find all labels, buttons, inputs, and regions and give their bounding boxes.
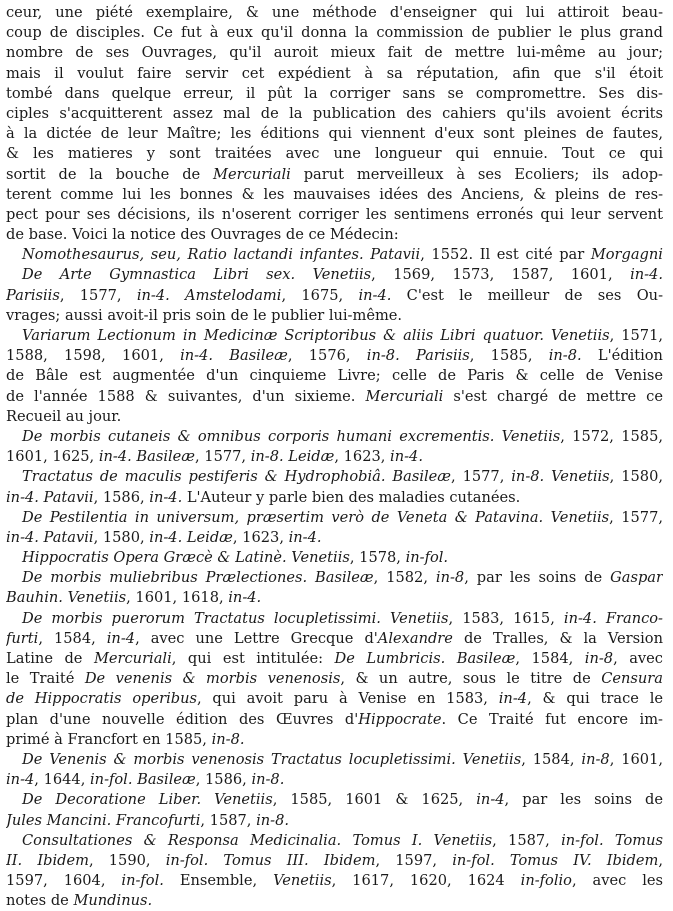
roman-text: , par les soins de [504, 791, 663, 809]
italic-text: in-4. [358, 286, 392, 304]
roman-text: , 1580, [93, 528, 150, 546]
roman-text: à la dictée de leur Maître; les éditions qui viennent d'eux sont pleines de fautes, [6, 125, 663, 143]
roman-text: C'est le meilleur de ses Ou- [391, 286, 663, 304]
italic-text: Hippocrate [358, 710, 442, 728]
roman-text: & les matieres y sont traitées avec une longueur qui ennuie. Tout ce qui [6, 145, 663, 163]
roman-text: pect pour ses décisions, ils n'oserent corriger les sentimens erronés qui leur servent [6, 205, 663, 223]
italic-text: Bauhin. Venetiis [6, 589, 127, 607]
roman-text: , avec les [571, 872, 663, 890]
text-line [6, 165, 663, 185]
text-line [6, 811, 663, 831]
text-line [6, 689, 663, 709]
italic-text: in-fol. Basileæ [90, 771, 196, 789]
italic-text: De Lumbricis. Basileæ [334, 650, 516, 667]
text-line [6, 508, 663, 528]
italic-text: Jules Mancini. Francofurti [6, 811, 201, 829]
italic-text: Mercuriali [213, 165, 291, 183]
text-line [6, 306, 663, 326]
text-line [6, 669, 663, 689]
roman-text: , 1587, [200, 811, 257, 829]
italic-text: in-8 [584, 650, 614, 667]
roman-text: , 1586, [93, 488, 150, 506]
italic-text: in-fol. [121, 872, 164, 890]
roman-text: terent comme lui les bonnes & les mauvaises idées des Anciens, & pleins de res- [6, 185, 663, 203]
text-line [6, 528, 663, 548]
italic-text: in-4. [228, 589, 262, 607]
text-line [6, 427, 663, 447]
italic-text: De venenis & morbis venenosis [84, 670, 341, 688]
roman-text: Latine de [6, 650, 94, 667]
italic-text: De Pestilentia in universum, præsertim verò de Veneta & Patavina. Venetiis [22, 508, 610, 526]
roman-text: plan d'une nouvelle édition des Œuvres d' [6, 710, 359, 728]
text-line [6, 851, 663, 871]
italic-text: in-4. Basileæ [180, 347, 288, 365]
text-line [6, 407, 663, 427]
roman-text: , qui est intitulée: [171, 650, 335, 667]
roman-text: , 1644, [34, 771, 90, 789]
roman-text: notes de [6, 892, 74, 910]
roman-text: , 1584, [521, 750, 582, 768]
italic-text: Parisiis [6, 286, 60, 304]
roman-text: , 1585, [469, 347, 549, 365]
italic-text: in-fol. Tomus IV. Ibidem [452, 851, 659, 869]
roman-text: , 1569, 1573, 1587, 1601, [371, 266, 631, 284]
roman-text: , 1597, [375, 851, 453, 869]
italic-text: De morbis muliebribus Prælectiones. Basileæ [22, 569, 374, 587]
italic-text: in-8. [251, 771, 285, 789]
roman-text: primé à Francfort en 1585, [6, 730, 212, 748]
italic-text: Morgagni [590, 246, 663, 264]
text-line [6, 366, 663, 386]
text-line [6, 64, 663, 84]
text-line [6, 891, 663, 911]
italic-text: in-8 [581, 750, 610, 768]
text-line [6, 629, 663, 649]
roman-text: ciples s'acquitterent assez mal de la publication des cahiers qu'ils avoient écrits [6, 104, 663, 122]
roman-text: de l'année 1588 & suivantes, d'un sixieme. [6, 387, 366, 405]
italic-text: in-4. Leidæ [149, 528, 233, 546]
text-line [6, 124, 663, 144]
text-line [6, 245, 663, 265]
roman-text: , 1617, 1620, 1624 [331, 872, 521, 890]
italic-text: in-8. [548, 347, 582, 365]
italic-text: in-8 [435, 569, 465, 587]
text-line [6, 104, 663, 124]
italic-text: in-4. Patavii [6, 528, 94, 546]
text-line [6, 568, 663, 588]
roman-text: s'est chargé de mettre ce [443, 387, 663, 405]
italic-text: in-4. [149, 488, 183, 506]
text-line [6, 467, 663, 487]
roman-text: , & qui trace le [527, 690, 663, 708]
roman-text: , 1587, [492, 831, 562, 849]
roman-text: , 1582, [373, 569, 436, 587]
roman-text: L'édition [581, 347, 663, 365]
text-line [6, 831, 663, 851]
italic-text: in-fol. [405, 549, 449, 567]
roman-text: vrages; aussi avoit-il pris soin de le publier lui-même. [6, 306, 403, 324]
roman-text: , 1623, [334, 448, 391, 466]
text-line [6, 3, 663, 23]
text-line [6, 265, 663, 285]
italic-text: in-4. Amstelodami [136, 286, 282, 304]
roman-text: , 1585, 1601 & 1625, [272, 791, 477, 809]
italic-text: in-4. [390, 448, 423, 466]
italic-text: Mercuriali [365, 387, 444, 405]
italic-text: in-4 [6, 771, 35, 789]
text-line [6, 326, 663, 346]
text-line [6, 84, 663, 104]
italic-text: in-4. [288, 528, 322, 546]
roman-text: , 1577, [451, 468, 512, 486]
italic-text: De Arte Gymnastica Libri sex. Venetiis [22, 266, 372, 284]
italic-text: in-4. Franco- [563, 609, 663, 627]
roman-text: , 1577, [59, 286, 137, 304]
text-line [6, 447, 663, 467]
roman-text: , 1572, 1585, [560, 427, 663, 445]
italic-text: in-8. [211, 730, 245, 748]
italic-text: Gaspar [610, 569, 663, 587]
italic-text: De morbis cutaneis & omnibus corporis humani excrementis. Venetiis [22, 427, 561, 445]
italic-text: Consultationes & Responsa Medicinalia. Tomus I. Venetiis [22, 831, 493, 849]
roman-text: L'Auteur y parle bien des maladies cutanées. [182, 488, 521, 506]
text-line [6, 730, 663, 750]
italic-text: Alexandre [377, 629, 453, 647]
italic-text: in-4. Basileæ [98, 448, 196, 466]
roman-text: , 1675, [281, 286, 359, 304]
roman-text: , 1601, 1618, [126, 589, 229, 607]
text-line [6, 609, 663, 629]
roman-text: Recueil au jour. [6, 407, 122, 425]
italic-text: De Decoratione Liber. Venetiis [22, 791, 273, 809]
roman-text: 1588, 1598, 1601, [6, 347, 181, 365]
text-line [6, 23, 663, 43]
italic-text: Tractatus de maculis pestiferis & Hydrophobiâ. Basileæ [22, 468, 452, 486]
italic-text: in-4 [476, 791, 505, 809]
roman-text: le Traité [6, 670, 85, 688]
italic-text: in-8. [256, 811, 290, 829]
text-line [6, 588, 663, 608]
text-line [6, 790, 663, 810]
roman-text: , 1571, [609, 327, 663, 344]
roman-text: , avec [613, 650, 663, 667]
italic-text: in-8. Venetiis [511, 468, 610, 486]
roman-text: de Tralles, & la Version [452, 629, 663, 647]
italic-text: Nomothesaurus, seu, Ratio lactandi infantes. Patavii [22, 246, 421, 264]
roman-text: , 1623, [232, 528, 289, 546]
roman-text: , & un autre, sous le titre de [340, 670, 602, 688]
text-line [6, 770, 663, 790]
italic-text: in-4 [498, 690, 528, 708]
italic-text: furti [6, 629, 39, 647]
italic-text: in-4 [106, 629, 136, 647]
text-line [6, 43, 663, 63]
roman-text: ceur, une piété exemplaire, & une méthode d'enseigner qui lui attiroit beau- [6, 4, 663, 21]
roman-text: parut merveilleux à ses Ecoliers; ils adop- [290, 165, 663, 183]
roman-text: , 1580, [609, 468, 663, 486]
roman-text: , [658, 851, 663, 869]
roman-text: de base. Voici la notice des Ouvrages de ce Médecin: [6, 226, 399, 244]
roman-text: tombé dans quelque erreur, il pût la corriger sans se compromettre. Ses dis- [6, 84, 663, 102]
roman-text: , 1552. Il est cité par [420, 246, 591, 264]
roman-text: , 1577, [609, 508, 663, 526]
roman-text: , 1577, [195, 448, 251, 466]
italic-text: Venetiis [273, 872, 332, 890]
italic-text: in-8. Leidæ [250, 448, 335, 466]
roman-text: nombre de ses Ouvrages, qu'il auroit mieux fait de mettre lui-même au jour; [6, 44, 663, 62]
roman-text: coup de disciples. Ce fut à eux qu'il donna la commission de publier le plus grand [6, 24, 663, 42]
text-line [6, 488, 663, 508]
italic-text: in-fol. Tomus III. Ibidem [165, 851, 376, 869]
text-line [6, 387, 663, 407]
roman-text: , 1584, [38, 629, 107, 647]
italic-text: II. Ibidem [6, 851, 89, 869]
italic-text: Mundinus. [73, 892, 153, 910]
italic-text: Variarum Lectionum in Medicinæ Scriptoribus & aliis Libri quatuor. Venetiis [22, 327, 610, 344]
text-body [6, 3, 663, 911]
italic-text: in-4. [630, 266, 663, 284]
roman-text: , 1578, [349, 549, 406, 567]
roman-text: , 1586, [195, 771, 252, 789]
text-line [6, 649, 663, 669]
roman-text: , 1590, [88, 851, 166, 869]
italic-text: in-4. Patavii [6, 488, 94, 506]
roman-text: sortit de la bouche de [6, 165, 214, 183]
text-line [6, 225, 663, 245]
italic-text: de Hippocratis operibus [6, 690, 197, 708]
roman-text: , 1576, [287, 347, 367, 365]
italic-text: Censura [601, 670, 663, 688]
text-line [6, 346, 663, 366]
roman-text: Ensemble, [163, 872, 274, 890]
italic-text: in-fol. Tomus [561, 831, 663, 849]
roman-text: , par les soins de [464, 569, 611, 587]
roman-text: . Ce Traité fut encore im- [441, 710, 663, 728]
text-line [6, 548, 663, 568]
text-line [6, 750, 663, 770]
roman-text: , avec une Lettre Grecque d' [135, 629, 378, 647]
text-line [6, 871, 663, 891]
text-line [6, 710, 663, 730]
text-line [6, 286, 663, 306]
italic-text: De morbis puerorum Tractatus locupletissimi. Venetiis [22, 609, 449, 627]
italic-text: in-folio [520, 872, 572, 890]
roman-text: , 1584, [515, 650, 585, 667]
roman-text: 1597, 1604, [6, 872, 122, 890]
italic-text: Hippocratis Opera Græcè & Latinè. Venetiis [22, 549, 350, 567]
roman-text: , 1601, [609, 750, 663, 768]
roman-text: 1601, 1625, [6, 448, 99, 466]
italic-text: De Venenis & morbis venenosis Tractatus locupletissimi. Venetiis [22, 750, 522, 768]
roman-text: , 1583, 1615, [448, 609, 564, 627]
text-line [6, 205, 663, 225]
text-line [6, 185, 663, 205]
roman-text: de Bâle est augmentée d'un cinquieme Livre; celle de Paris & celle de Venise [6, 367, 663, 385]
roman-text: mais il voulut faire servir cet expédient à sa réputation, afin que s'il étoit [6, 64, 663, 82]
italic-text: Mercuriali [93, 650, 172, 667]
text-line [6, 144, 663, 164]
italic-text: in-8. Parisiis [366, 347, 470, 365]
roman-text: , qui avoit paru à Venise en 1583, [196, 690, 499, 708]
